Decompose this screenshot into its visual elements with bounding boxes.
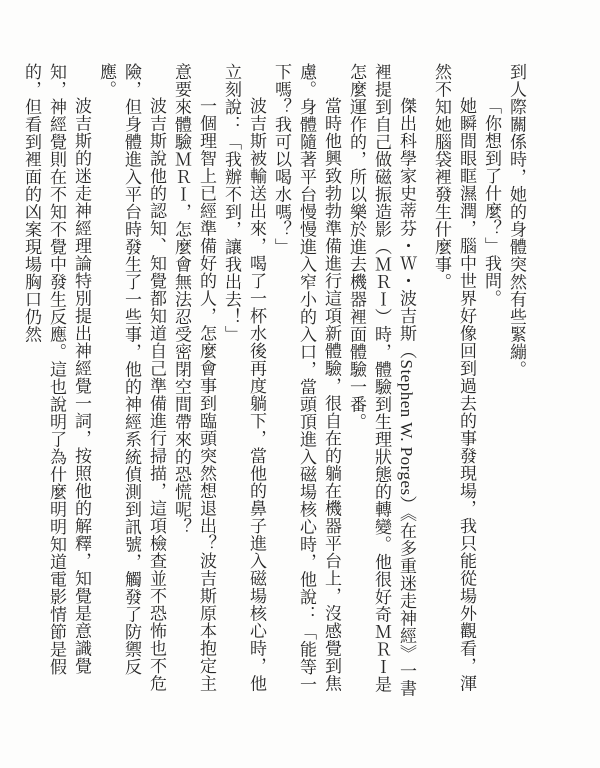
vertical-text-block [19,63,529,705]
paragraph-5: 當時他興致勃勃準備進行這項新體驗，很自在的躺在機器平台上，沒感覺到焦慮。身體隨著平台慢慢進入窄小的入口，當頭頂進入磁場核心時，他說：「能等一下嗎？我可以喝水嗎？」 [272,63,341,693]
paragraph-2: 「你想到了什麼？」我問。 [482,97,501,307]
paragraph-4: 傑出科學家史蒂芬・Ｗ・波吉斯（Stephen W. Porges）《在多重迷走神經》一書裡提到自己做磁振造影（ＭＲＩ）時，體驗到生理狀態的轉變。他很好奇ＭＲＩ是怎麼運作的，所以樂於進去機器裡面體驗一番。 [347,63,416,698]
paragraph-1: 到人際關係時，她的身體突然有些緊繃。 [507,63,526,378]
paragraph-3: 她瞬間眼眶濕潤，腦中世界好像回到過去的事發現場，我只能從場外觀看，渾然不知她腦袋裡發生什麼事。 [432,63,476,692]
paragraph-9: 波吉斯的迷走神經理論特別提出神經覺一詞，按照他的解釋，知覺是意識覺知，神經覺則在不知不覺中發生反應。這也說明了為什麼明明知道電影情節是假的，但看到裡面的凶案現場胸口仍然 [22,63,91,676]
paragraph-8: 波吉斯說他的認知、知覺都知道自己準備進行掃描，這項檢查並不恐怖也不危險，但身體進入平台時發生了一些事，他的神經系統偵測到訊號，觸發了防禦反應。 [97,63,166,692]
paragraph-7: 一個理智上已經準備好的人，怎麼會事到臨頭突然想退出？波吉斯原本抱定主意要來體驗ＭＲＩ，怎麼會無法忍受密閉空間帶來的恐慌呢？ [172,63,216,692]
paragraph-6: 波吉斯被輸送出來，喝了一杯水後再度躺下，當他的鼻子進入磁場核心時，他立刻說：「我辦不到，讓我出去！」 [222,63,266,692]
